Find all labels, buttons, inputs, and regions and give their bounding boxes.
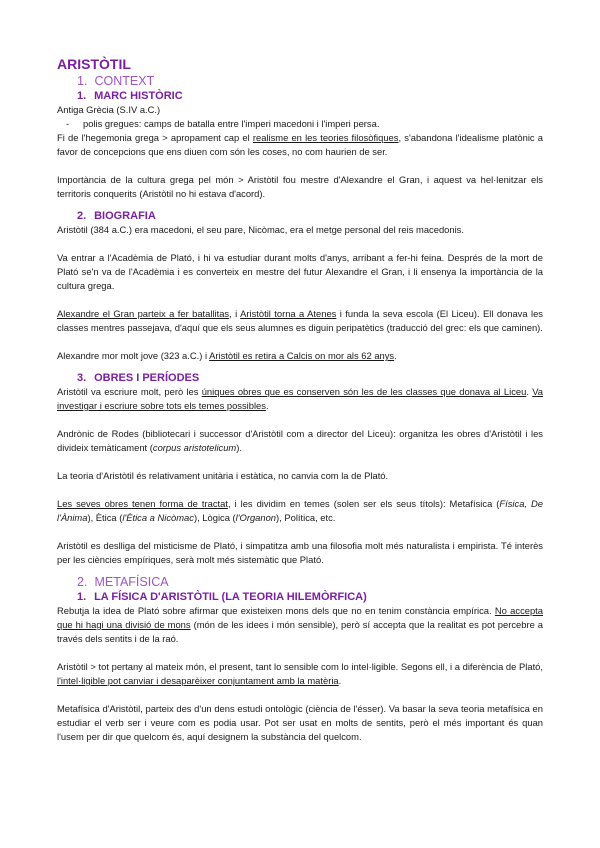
paragraph: Va entrar a l'Acadèmia de Plató, i hi va estudiar durant molts d'anys, arribant a fer-hi feina. Després de la mort de Plató se'n va de l'Acadèmia i es converteix en mestre del futur Alexandre el Gran, i li ensenya la importància de la cultura grega. — [57, 252, 543, 291]
paragraph: Importància de la cultura grega pel món > Aristòtil fou mestre d'Alexandre el Gran, i aquest va hel·lenitzar els territoris conquerits (Aristòtil no hi estava d'acord). — [57, 174, 543, 199]
paragraph: Aristòtil > tot pertany al mateix món, el present, tant lo sensible com lo intel·ligible. Segons ell, i a diferència de Plató, l'intel·ligible pot canviar i desaparèixer conjuntament amb la matèria. — [57, 661, 543, 686]
heading-biografia: 2. BIOGRAFIA — [77, 210, 156, 222]
paragraph: La teoria d'Aristòtil és relativament unitària i estàtica, no canvia com la de Plató. — [57, 470, 389, 481]
document-title: ARISTÒTIL — [57, 56, 131, 72]
paragraph: Alexandre el Gran parteix a fer batallitas, i Aristòtil torna a Atenes i funda la seva escola (El Liceu). Ell donava les classes mentres passejava, d'aquí que els seus alumnes es diguin peripatètics (traducció del grec: els que caminen). — [57, 308, 543, 333]
paragraph: Andrònic de Rodes (bibliotecari i successor d'Aristòtil com a director del Liceu): organitza les obres d'Aristòtil i les divideix temàticament (corpus aristotelicum). — [57, 428, 543, 453]
paragraph: Fi de l'hegemonia grega > apropament cap el realisme en les teories filosòfiques, s'abandona l'idealisme platònic a favor de concepcions que ens diuen com són les coses, no com haurien de ser. — [57, 132, 543, 157]
list-item: - polis gregues: camps de batalla entre l'imperi macedoni i l'imperi persa. — [83, 117, 543, 131]
paragraph: Aristòtil va escriure molt, però les úniques obres que es conserven són les de les classes que donava al Liceu. Va investigar i escriure sobre tots els temes possibles. — [57, 386, 543, 411]
paragraph: Aristòtil es deslliga del misticisme de Plató, i simpatitza amb una filosofia molt més naturalista i empirista. Té interès per les ciències empíriques, serà molt més sistemàtic que Plató. — [57, 540, 543, 565]
heading-metafisica: 2. METAFÍSICA — [77, 575, 169, 589]
paragraph: Antiga Grècia (S.IV a.C.) — [57, 104, 161, 115]
heading-marc-historic: 1. MARC HISTÒRIC — [77, 90, 183, 102]
paragraph: Aristòtil (384 a.C.) era macedoni, el seu pare, Nicòmac, era el metge personal del reis macedonis. — [57, 224, 464, 235]
heading-fisica-aristotil: 1. LA FÍSICA D'ARISTÒTIL (LA TEORIA HILEMÒRFICA) — [77, 591, 367, 603]
heading-obres-periodes: 3. OBRES I PERÍODES — [77, 372, 200, 384]
paragraph: Rebutja la idea de Plató sobre afirmar que existeixen mons dels que no en tenim constància empírica. No accepta que hi hagi una divisió de mons (món de les idees i món sensible), però sí accepta que la realitat es pot percebre a través dels sentits i de la raó. — [57, 605, 543, 644]
bullet-list — [57, 117, 543, 131]
paragraph: Metafísica d'Aristòtil, parteix des d'un dens estudi ontològic (ciència de l'ésser). Va basar la seva teoria metafísica en estudiar el verb ser i veure com es podia usar. Pot ser usat en molts de sentits, però el més important és quan l'usem per dir que quelcom és, aquí designem la substància del quelcom. — [57, 703, 543, 742]
paragraph: Alexandre mor molt jove (323 a.C.) i Aristòtil es retira a Calcis on mor als 62 anys. — [57, 350, 397, 361]
paragraph: Les seves obres tenen forma de tractat, i les dividim en temes (solen ser els seus títols): Metafísica (Física, De l'Ànima), Ètica (l'Ètica a Nicòmac), Lògica (l'Organon), Política, etc. — [57, 498, 543, 523]
heading-context: 1. CONTEXT — [77, 74, 155, 88]
